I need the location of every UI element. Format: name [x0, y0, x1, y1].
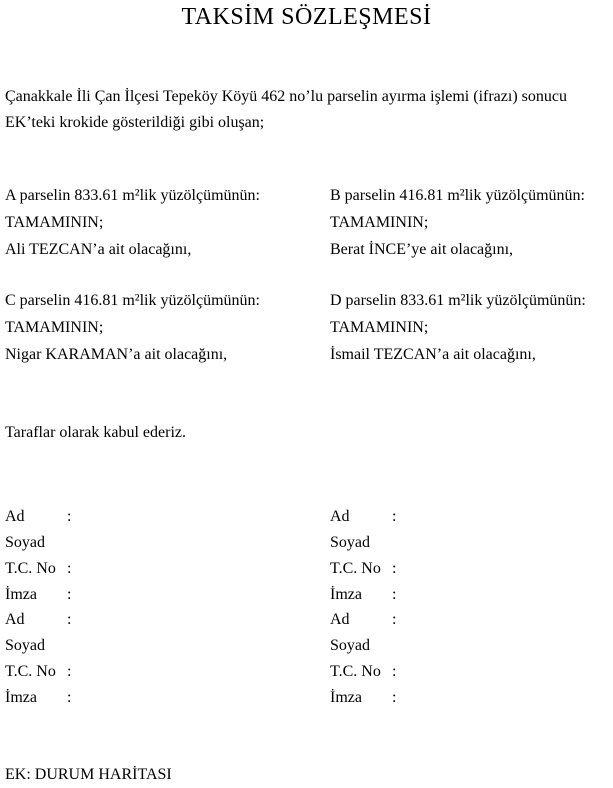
id-label: T.C. No [5, 560, 56, 577]
parcel-b-whole: TAMAMININ; [330, 214, 429, 231]
parcel-block-c [5, 287, 330, 368]
parcel-block-b [330, 182, 608, 263]
name-label: Ad Soyad [5, 611, 45, 654]
signature-id-line [5, 659, 330, 685]
signature-name-line [5, 607, 330, 659]
signature-block-1 [5, 504, 330, 608]
colon: : [392, 586, 397, 603]
imza-label: İmza [5, 586, 37, 603]
imza-label: İmza [330, 689, 362, 706]
id-label: T.C. No [330, 663, 381, 680]
signature-id-line [5, 556, 330, 582]
colon: : [392, 508, 397, 525]
parcel-b-owner: Berat İNCE’ye ait olacağını, [330, 241, 514, 258]
parcel-a-area: A parselin 833.61 m²lik yüzölçümünün: [5, 187, 260, 204]
id-label: T.C. No [330, 560, 381, 577]
signature-block-2 [330, 504, 608, 608]
parcel-d-whole: TAMAMININ; [330, 319, 429, 336]
colon: : [392, 689, 397, 706]
parcel-block-d [330, 287, 608, 368]
signature-imza-line [5, 685, 330, 711]
colon: : [67, 611, 72, 628]
parcel-b-area: B parselin 416.81 m²lik yüzölçümünün: [330, 187, 585, 204]
parcel-d-area: D parselin 833.61 m²lik yüzölçümünün: [330, 292, 586, 309]
parcel-row-ab [5, 182, 608, 263]
signature-id-line [330, 556, 608, 582]
colon: : [392, 560, 397, 577]
colon: : [67, 508, 72, 525]
signature-name-line [330, 504, 608, 556]
imza-label: İmza [330, 586, 362, 603]
signature-imza-line [5, 582, 330, 608]
colon: : [67, 689, 72, 706]
name-label: Ad Soyad [330, 508, 370, 551]
colon: : [67, 560, 72, 577]
signature-row-1 [5, 504, 608, 608]
signature-block-3 [5, 607, 330, 711]
colon: : [67, 663, 72, 680]
name-label: Ad Soyad [5, 508, 45, 551]
parcel-c-whole: TAMAMININ; [5, 319, 104, 336]
intro-paragraph: Çanakkale İli Çan İlçesi Tepeköy Köyü 462 no’lu parselin ayırma işlemi (ifrazı) sonucu EK’teki krokide gösterildiği gibi oluşan; [5, 88, 567, 131]
acceptance-line: Taraflar olarak kabul ederiz. [5, 424, 186, 441]
signature-name-line [330, 607, 608, 659]
parcel-c-owner: Nigar KARAMAN’a ait olacağını, [5, 346, 228, 363]
parcel-row-cd [5, 287, 608, 368]
colon: : [392, 611, 397, 628]
signature-name-line [5, 504, 330, 556]
parcel-a-owner: Ali TEZCAN’a ait olacağını, [5, 241, 192, 258]
colon: : [392, 663, 397, 680]
colon: : [67, 586, 72, 603]
signature-block-4 [330, 607, 608, 711]
parcel-d-owner: İsmail TEZCAN’a ait olacağını, [330, 346, 536, 363]
parcel-c-area: C parselin 416.81 m²lik yüzölçümünün: [5, 292, 260, 309]
parcel-block-a [5, 182, 330, 263]
name-label: Ad Soyad [330, 611, 370, 654]
signature-id-line [330, 659, 608, 685]
signature-imza-line [330, 685, 608, 711]
signature-imza-line [330, 582, 608, 608]
imza-label: İmza [5, 689, 37, 706]
parcel-a-whole: TAMAMININ; [5, 214, 104, 231]
signature-row-2 [5, 607, 608, 711]
document-title: TAKSİM SÖZLEŞMESİ [181, 4, 432, 30]
id-label: T.C. No [5, 663, 56, 680]
attachment-note: EK: DURUM HARİTASI [5, 766, 172, 783]
